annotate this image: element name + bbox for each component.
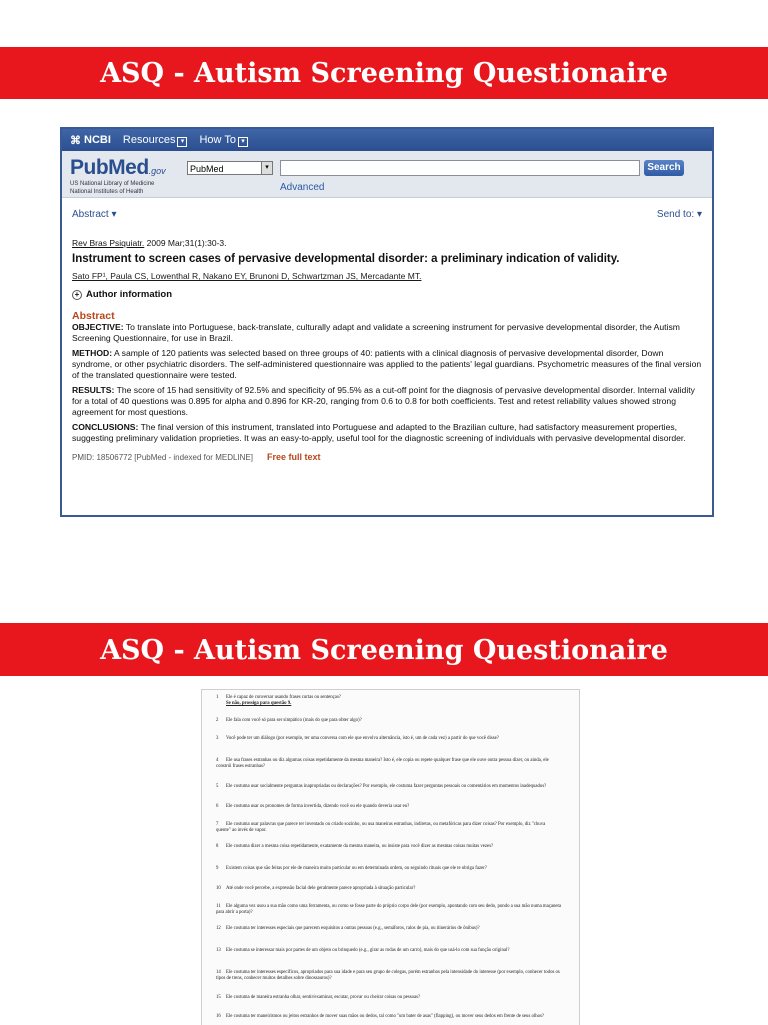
question-text: Até onde você percebe, a expressão facial dele geralmente parece apropriada à situação particular? <box>226 886 416 891</box>
search-input[interactable] <box>280 160 640 176</box>
question-item <box>216 948 561 954</box>
question-number: 15 <box>216 995 221 1000</box>
question-number: 1 <box>216 695 219 700</box>
author-information-toggle[interactable]: + Author information <box>72 289 702 300</box>
question-item <box>216 926 561 932</box>
question-number: 9 <box>216 866 219 871</box>
question-text: Existem coisas que são feitas por ele de maneira muito particular ou em determinada ordem, ou seguindo rituais que ele te obriga fazer? <box>226 866 487 871</box>
pubmed-logo[interactable]: PubMed.gov US National Library of Medicine National Institutes of Health <box>70 156 166 195</box>
search-button[interactable]: Search <box>644 160 684 176</box>
chevron-down-icon: ▾ <box>177 137 187 147</box>
question-item <box>216 822 561 834</box>
question-item <box>216 718 561 724</box>
question-item <box>216 904 561 916</box>
question-text: Ele costuma de maneira estranha olhar, sentir/examinar, escutar, provar ou cheirar coisas ou pessoas? <box>226 995 421 1000</box>
question-item <box>216 1014 561 1020</box>
chevron-down-icon: ▾ <box>696 209 702 220</box>
question-text: Ele usa frases estranhas ou diz algumas coisas repetidamente da mesma maneira? Isto é, ele copia ou repete qualquer frase que ele ouve outra pessoa dizer, ou ainda, ele constrói frases estranhas? <box>216 758 549 769</box>
question-text: Ele fala com você só para ser simpático (mais do que para obter algo)? <box>226 718 362 723</box>
question-item <box>216 736 561 742</box>
abstract-heading: Abstract <box>72 310 115 322</box>
send-to-menu[interactable]: Send to: ▾ <box>656 209 702 220</box>
question-number: 8 <box>216 844 219 849</box>
question-text: Ele costuma ter interesses especiais que parecem esquisitos a outras pessoas (e.g., semáforos, ralos de pia, ou itinerários de ônibus)? <box>226 926 480 931</box>
citation: Rev Bras Psiquiatr. 2009 Mar;31(1):30-3. <box>72 238 227 248</box>
banner-title: ASQ - Autism Screening Questionaire <box>0 47 768 99</box>
question-number: 14 <box>216 970 221 975</box>
abstract-format-menu[interactable]: Abstract ▾ <box>72 209 117 220</box>
questionnaire-scan <box>201 689 580 1025</box>
question-text: Ele costuma dizer a mesma coisa repetidamente, exatamente da mesma maneira, ou insiste para você dizer as mesmas coisas muitas vezes? <box>226 844 494 849</box>
question-item <box>216 886 561 892</box>
question-number: 4 <box>216 758 219 763</box>
question-item <box>216 695 561 707</box>
question-number: 11 <box>216 904 221 909</box>
question-text: Ele alguma vez usou a sua mão como uma ferramenta, ou como se fosse parte do próprio corpo dele (por exemplo, apontando com seu dedo, pondo a sua mão numa maçaneta para abrir a porta)? <box>216 904 562 915</box>
question-number: 5 <box>216 784 219 789</box>
chevron-down-icon: ▾ <box>238 137 248 147</box>
question-text: Ele costuma ter interesses específicos, apropriados para sua idade e para seu grupo de colegas, porém estranhos pela intensidade do interesse (por exemplo, conhecer todos os tipos de trens, conhecer muitos detalhes sobre dinossauros)? <box>216 970 560 981</box>
question-text: Ele costuma usar socialmente perguntas inapropriadas ou declarações? Por exemplo, ele costuma fazer perguntas pessoais ou comentários em momentos inadequados? <box>226 784 547 789</box>
article-title: Instrument to screen cases of pervasive developmental disorder: a preliminary indication of validity. <box>72 253 620 265</box>
question-number: 6 <box>216 804 219 809</box>
ncbi-helix-icon: ⌘ <box>70 134 81 147</box>
ncbi-top-bar <box>62 129 712 151</box>
question-number: 13 <box>216 948 221 953</box>
question-item <box>216 758 561 770</box>
nlm-line-1: US National Library of Medicine <box>70 181 155 187</box>
question-text: Ele costuma usar os pronomes de forma invertida, dizendo você ou ele quando deveria usar eu? <box>226 804 410 809</box>
abstract-objective: OBJECTIVE: To translate into Portuguese, back-translate, culturally adapt and validate a screening instrument for pervasive developmental disorder, the Autism Screening Questionnaire, for use in Brazil. <box>72 322 680 343</box>
free-full-text-link[interactable]: Free full text <box>266 452 321 462</box>
journal-link[interactable]: Rev Bras Psiquiatr. <box>72 238 145 248</box>
banner-title-2: ASQ - Autism Screening Questionaire <box>0 623 768 676</box>
nlm-line-2: National Institutes of Health <box>70 189 144 195</box>
resources-menu[interactable]: Resources ▾ <box>123 134 188 147</box>
search-bar <box>62 151 712 198</box>
question-item <box>216 784 561 790</box>
how-to-menu[interactable]: How To ▾ <box>199 134 247 147</box>
abstract-method: METHOD: A sample of 120 patients was selected based on three groups of 40: patients with a clinical diagnosis of pervasive developmental disorder, Down syndrome, or other psychiatric disorders. The self-administered questionnaire was applied to the patients' legal guardians. Psychometric measures of the final version of the translated questionnaire were tested. <box>72 348 702 380</box>
database-select[interactable]: PubMed ▾ <box>187 161 273 175</box>
advanced-link[interactable]: Advanced <box>280 182 325 193</box>
pubmed-footer <box>72 452 702 462</box>
question-number: 10 <box>216 886 221 891</box>
question-item <box>216 804 561 810</box>
question-number: 3 <box>216 736 219 741</box>
expand-plus-icon: + <box>72 290 82 300</box>
pubmed-screenshot <box>60 127 714 517</box>
question-item <box>216 995 561 1001</box>
question-skip-note: Se não, prossiga para questão 9. <box>226 701 292 706</box>
question-text: Você pode ter um diálogo (por exemplo, ter uma conversa com ele que envolva alternância, isto é, um de cada vez) a partir do que você disse? <box>226 736 499 741</box>
question-number: 16 <box>216 1014 221 1019</box>
abstract-conclusions: CONCLUSIONS: The final version of this instrument, translated into Portuguese and adapted to the Brazilian culture, had satisfactory measurement properties, suggesting preliminary validation proprieties. It was an easy-to-apply, useful tool for the diagnostic screening of individuals with pervasive developmental disorder. <box>72 422 686 443</box>
question-text: Ele costuma ter maneirismos ou jeitos estranhos de mover suas mãos ou dedos, tal como "um bater de asas" (flapping), ou mover seus dedos em frente de seus olhos? <box>226 1014 545 1019</box>
question-item <box>216 866 561 872</box>
question-number: 12 <box>216 926 221 931</box>
question-item <box>216 970 561 982</box>
pmid: PMID: 18506772 [PubMed - indexed for MEDLINE] <box>72 452 253 462</box>
question-text: Ele costuma usar palavras que parece ter inventado ou criado sozinho, ou usa maneiras estranhas, indiretas, ou metafóricas para dizer coisas? Por exemplo, diz "chuva quente" ao invés de vapor. <box>216 822 546 833</box>
question-text: Ele é capaz de conversar usando frases curtas ou sentenças? <box>226 695 341 700</box>
question-number: 7 <box>216 822 219 827</box>
question-number: 2 <box>216 718 219 723</box>
abstract-results: RESULTS: The score of 15 had sensitivity of 92.5% and specificity of 95.5% as a cut-off point for the diagnosis of pervasive developmental disorder. Internal validity for a total of 40 questions was 0.895 for alpha and 0.896 for KR-20, ranging from 0.6 to 0.8 for both coefficients. Test and retest reliability values showed strong agreement for most questions. <box>72 385 695 417</box>
chevron-down-icon: ▾ <box>111 209 117 220</box>
ncbi-logo[interactable]: ⌘ NCBI <box>70 134 111 147</box>
question-item <box>216 844 561 850</box>
dropdown-arrow-icon: ▾ <box>261 162 272 174</box>
question-text: Ele costuma se interessar mais por partes de um objeto ou brinquedo (e.g., girar as rodas de um carro), mais do que usá-lo com sua função original? <box>226 948 510 953</box>
author-list[interactable]: Sato FP¹, Paula CS, Lowenthal R, Nakano EY, Brunoni D, Schwartzman JS, Mercadante MT. <box>72 271 422 281</box>
